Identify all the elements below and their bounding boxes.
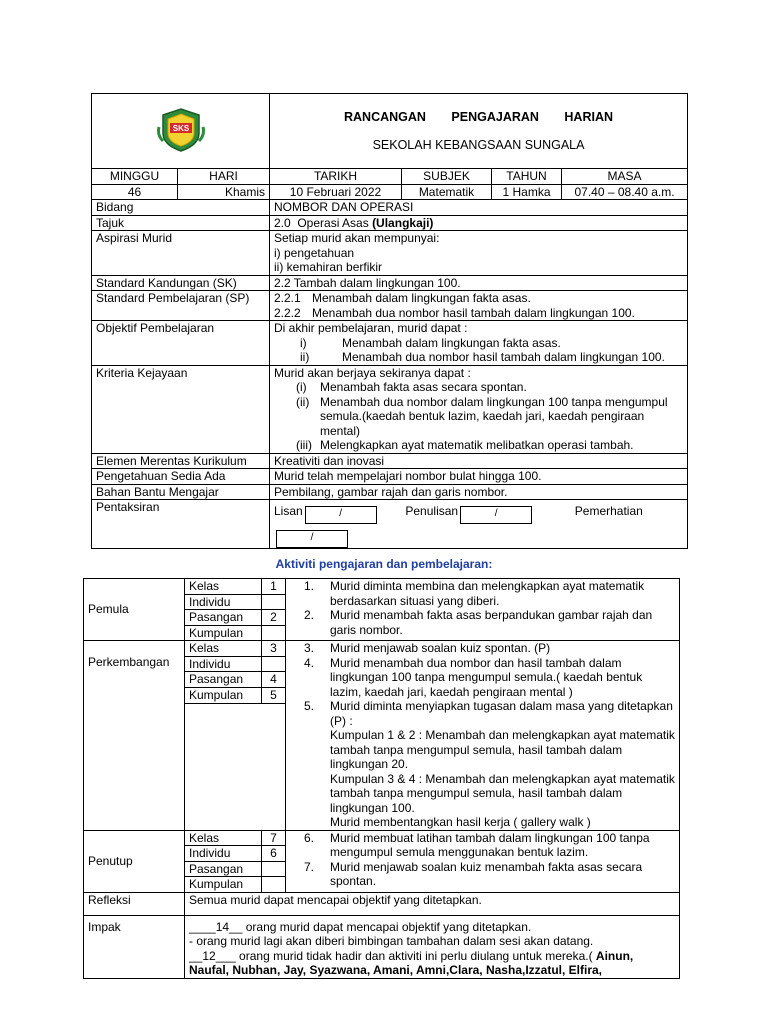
row-sk	[92, 275, 688, 291]
value-psa: Murid telah mempelajari nombor bulat hingga 100.	[270, 469, 688, 485]
value-aspirasi	[270, 231, 688, 276]
sp-text: Menambah dua nombor hasil tambah dalam lingkungan 100.	[312, 305, 635, 320]
objektif-item	[274, 336, 683, 351]
group-count: 2	[262, 610, 286, 626]
phase-row-penutup	[84, 830, 680, 846]
sp-num: 2.2.2	[274, 305, 301, 320]
row-refleksi	[84, 892, 680, 915]
group-label: Kelas	[185, 641, 262, 657]
value-bidang: NOMBOR DAN OPERASI	[270, 200, 688, 216]
group-count: 1	[262, 579, 286, 595]
step-text: Murid menjawab soalan kuiz menambah fakta asas secara spontan.	[330, 859, 643, 888]
value-refleksi: Semua murid dapat mencapai objektif yang ditetapkan.	[185, 892, 680, 915]
step-text: Murid diminta membina dan melengkapkan ayat matematik berdasarkan situasi yang diberi.	[330, 579, 645, 608]
impak-absent-text: __12___ orang murid tidak hadir dan aktiviti ini perlu diulang untuk mereka.(	[189, 948, 596, 963]
activity-table	[83, 578, 680, 979]
penulisan-box[interactable]	[460, 506, 532, 524]
step-num: 6.	[303, 830, 314, 845]
step-num: 7.	[303, 859, 314, 874]
group-label: Pasangan	[185, 672, 262, 688]
group-label: Pasangan	[185, 610, 262, 626]
impak-line	[189, 949, 675, 978]
label-kriteria: Kriteria Kejayaan	[92, 365, 270, 453]
column-header-row	[92, 169, 688, 185]
row-tajuk	[92, 215, 688, 231]
group-label: Kelas	[185, 830, 262, 846]
step-text: Murid menambah dua nombor dan hasil tambah dalam lingkungan 100 tanpa mengumpul semula.( kaedah bentuk lazim, kaedah jari, kaedah pengiraan mental )	[330, 655, 643, 699]
group-count	[262, 625, 286, 641]
value-objektif	[270, 321, 688, 366]
label-sp: Standard Pembelajaran (SP)	[92, 291, 270, 321]
value-impak	[185, 915, 680, 978]
label-bidang: Bidang	[92, 200, 270, 216]
group-count	[262, 656, 286, 672]
value-pentaksiran	[270, 500, 688, 549]
phase-steps	[286, 579, 680, 641]
aktiviti-heading: Aktiviti pengajaran dan pembelajaran:	[275, 557, 493, 571]
row-objektif	[92, 321, 688, 366]
val-tarikh: 10 Februari 2022	[270, 184, 402, 200]
phase-steps	[286, 641, 680, 831]
col-minggu: MINGGU	[92, 169, 178, 185]
row-kriteria	[92, 365, 688, 453]
group-count: 7	[262, 830, 286, 846]
group-label: Individu	[185, 594, 262, 610]
step-item	[290, 831, 675, 860]
step-item	[290, 641, 675, 656]
sp-num: 2.2.1	[274, 291, 301, 305]
lisan-mark: /	[339, 508, 343, 519]
tajuk-text: 2.0 Operasi Asas	[274, 215, 373, 230]
group-label: Kelas	[185, 579, 262, 595]
group-count: 4	[262, 672, 286, 688]
kriteria-intro: Murid akan berjaya sekiranya dapat :	[274, 365, 471, 380]
kriteria-item	[274, 395, 683, 439]
row-sp	[92, 291, 688, 321]
label-bbm: Bahan Bantu Mengajar	[92, 484, 270, 500]
impak-names: Ainun, Naufal, Nubhan, Jay, Syazwana, Amani, Amni,Clara, Nasha,Izzatul, Elfira,	[189, 948, 634, 977]
col-subjek: SUBJEK	[402, 169, 492, 185]
row-bidang	[92, 200, 688, 216]
phase-steps	[286, 830, 680, 892]
col-masa: MASA	[562, 169, 688, 185]
phase-row-pemula	[84, 579, 680, 595]
phase-name: Pemula	[84, 579, 185, 641]
phase-row-perkembangan	[84, 641, 680, 657]
group-count: 3	[262, 641, 286, 657]
kriteria-text: Menambah dua nombor dalam lingkungan 100 tanpa mengumpul semula.(kaedah bentuk lazim, kaedah jari, kaedah pengiraan mental)	[320, 394, 668, 438]
group-count	[262, 594, 286, 610]
page-title: RANCANGAN PENGAJARAN HARIAN	[344, 109, 614, 124]
group-label: Individu	[185, 846, 262, 862]
objektif-intro: Di akhir pembelajaran, murid dapat :	[274, 321, 468, 335]
step-item	[290, 579, 675, 608]
lisan-label: Lisan	[274, 504, 303, 519]
val-subjek: Matematik	[402, 184, 492, 200]
kriteria-num: (i)	[296, 380, 307, 394]
value-tajuk	[270, 215, 688, 231]
label-psa: Pengetahuan Sedia Ada	[92, 469, 270, 485]
step-detail: Kumpulan 3 & 4 : Menambah dan melengkapkan ayat matematik tambah tanpa mengumpul semula, hasil tambah dalam lingkungan 100.	[330, 771, 675, 815]
label-objektif: Objektif Pembelajaran	[92, 321, 270, 366]
sp-item	[274, 291, 683, 306]
school-logo-cell	[92, 94, 270, 169]
label-emk: Elemen Merentas Kurikulum	[92, 453, 270, 469]
objektif-text: Menambah dalam lingkungan fakta asas.	[342, 335, 561, 350]
step-text: Murid diminta menyiapkan tugasan dalam masa yang ditetapkan (P) :	[330, 699, 673, 728]
value-sp	[270, 291, 688, 321]
label-refleksi: Refleksi	[84, 892, 185, 915]
val-tahun: 1 Hamka	[492, 184, 562, 200]
kriteria-item	[274, 380, 683, 395]
kriteria-text: Menambah fakta asas secara spontan.	[320, 380, 527, 394]
step-detail: Kumpulan 1 & 2 : Menambah dan melengkapkan ayat matematik tambah tanpa mengumpul semula, hasil tambah dalam lingkungan 20.	[330, 728, 675, 771]
group-count	[262, 861, 286, 877]
label-sk: Standard Kandungan (SK)	[92, 275, 270, 291]
group-label: Kumpulan	[185, 625, 262, 641]
step-item	[290, 860, 675, 889]
step-num: 5.	[303, 699, 314, 713]
value-emk: Kreativiti dan inovasi	[270, 453, 688, 469]
value-kriteria	[270, 365, 688, 453]
aspirasi-line: Setiap murid akan mempunyai:	[274, 231, 440, 245]
row-bbm	[92, 484, 688, 500]
step-item	[290, 608, 675, 637]
group-count	[262, 877, 286, 893]
label-aspirasi: Aspirasi Murid	[92, 231, 270, 276]
title-cell	[270, 94, 688, 169]
objektif-item	[274, 350, 683, 365]
group-count: 5	[262, 687, 286, 703]
step-text: Murid membuat latihan tambah dalam lingkungan 100 tanpa mengumpul semula menggunakan bentuk lazim.	[330, 830, 650, 859]
val-hari: Khamis	[178, 184, 270, 200]
objektif-text: Menambah dua nombor hasil tambah dalam lingkungan 100.	[342, 350, 665, 364]
sp-text: Menambah dalam lingkungan fakta asas.	[312, 291, 531, 305]
penulisan-mark: /	[494, 508, 498, 519]
pemerhatian-box[interactable]	[276, 530, 348, 548]
step-num: 3.	[303, 641, 314, 655]
group-spacer	[185, 703, 286, 830]
penulisan-label: Penulisan	[405, 504, 459, 519]
value-bbm: Pembilang, gambar rajah dan garis nombor.	[270, 484, 688, 500]
step-detail: Murid membentangkan hasil kerja ( gallery walk )	[330, 815, 591, 829]
phase-name: Perkembangan	[84, 641, 185, 831]
row-emk	[92, 453, 688, 469]
kriteria-text: Melengkapkan ayat matematik melibatkan operasi tambah.	[320, 438, 634, 452]
group-label: Pasangan	[185, 861, 262, 877]
label-pentaksiran: Pentaksiran	[92, 500, 270, 549]
aspirasi-line: i) pengetahuan	[274, 245, 355, 260]
step-num: 1.	[303, 579, 314, 593]
phase-name: Penutup	[84, 830, 185, 892]
group-label: Kumpulan	[185, 687, 262, 703]
school-crest-icon	[155, 105, 207, 153]
tajuk-bold: (Ulangkaji)	[372, 215, 434, 230]
step-item	[290, 656, 675, 700]
objektif-num: ii)	[300, 350, 310, 364]
school-name: SEKOLAH KEBANGSAAN SUNGALA	[372, 138, 585, 152]
label-impak: Impak	[84, 915, 185, 978]
row-aspirasi	[92, 231, 688, 276]
val-minggu: 46	[92, 184, 178, 200]
step-text: Murid menjawab soalan kuiz spontan. (P)	[330, 641, 551, 655]
step-num: 4.	[303, 655, 314, 670]
step-text: Murid menambah fakta asas berpandukan gambar rajah dan garis nombor.	[330, 608, 653, 637]
lisan-box[interactable]	[305, 506, 377, 524]
row-psa	[92, 469, 688, 485]
step-item	[290, 699, 675, 728]
column-value-row	[92, 184, 688, 200]
col-hari: HARI	[178, 169, 270, 185]
lesson-header-table	[91, 93, 688, 549]
value-sk: 2.2 Tambah dalam lingkungan 100.	[270, 275, 688, 291]
step-num: 2.	[303, 608, 314, 622]
pemerhatian-mark: /	[310, 532, 314, 543]
impak-line: ____14__ orang murid dapat mencapai objektif yang ditetapkan.	[189, 919, 532, 934]
val-masa: 07.40 – 08.40 a.m.	[562, 184, 688, 200]
svg-text:SKS: SKS	[172, 124, 189, 134]
row-pentaksiran	[92, 500, 688, 549]
impak-line: - orang murid lagi akan diberi bimbingan tambahan dalam sesi akan datang.	[189, 934, 594, 948]
objektif-num: i)	[300, 335, 307, 350]
aspirasi-line: ii) kemahiran berfikir	[274, 260, 383, 274]
kriteria-num: (iii)	[296, 438, 312, 452]
col-tahun: TAHUN	[492, 169, 562, 185]
kriteria-item	[274, 438, 683, 453]
group-count: 6	[262, 846, 286, 862]
pemerhatian-label: Pemerhatian	[574, 504, 643, 519]
group-label: Individu	[185, 656, 262, 672]
kriteria-num: (ii)	[296, 394, 310, 409]
label-tajuk: Tajuk	[92, 215, 270, 231]
row-impak	[84, 915, 680, 978]
col-tarikh: TARIKH	[270, 169, 402, 185]
group-label: Kumpulan	[185, 877, 262, 893]
sp-item	[274, 306, 683, 321]
